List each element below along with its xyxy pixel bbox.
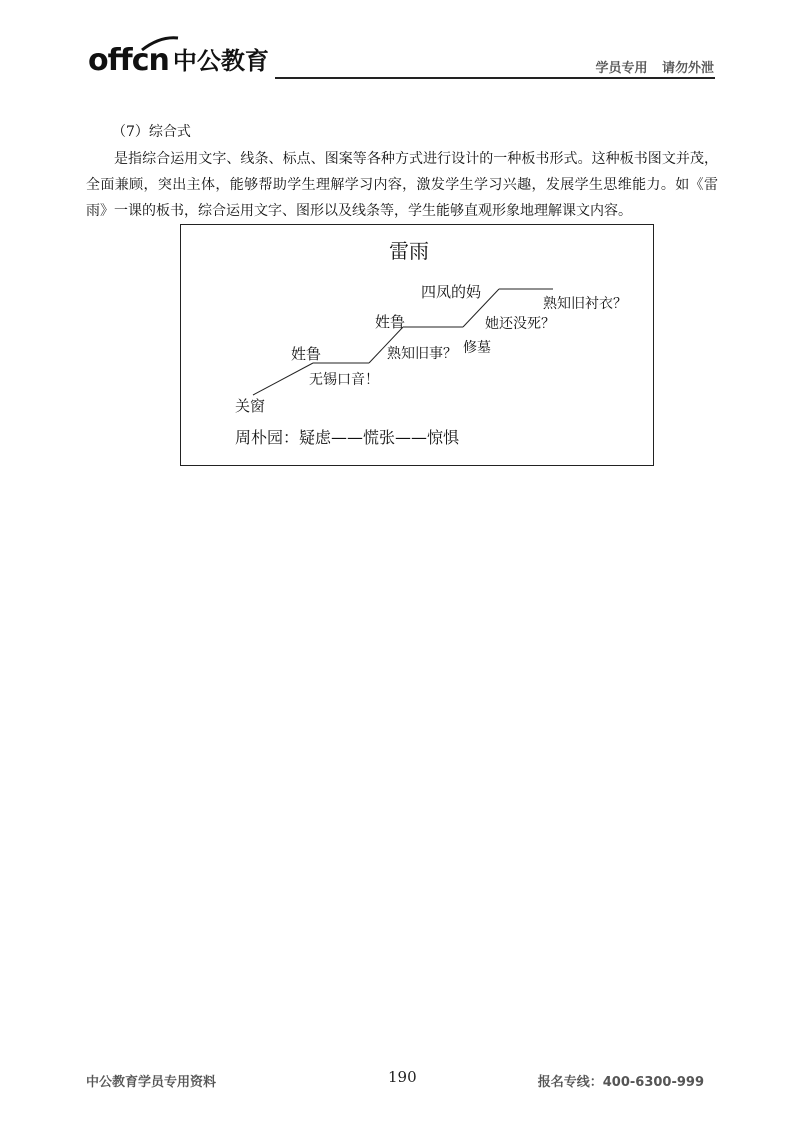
label-xinglu-1: 姓鲁 — [291, 345, 322, 363]
board-summary: 周朴园：疑虑——慌张——惊惧 — [235, 428, 460, 447]
header-tag-students-only: 学员专用 — [595, 61, 648, 76]
header-tags — [585, 57, 714, 76]
label-guanchuang: 关窗 — [235, 397, 266, 415]
page-header — [0, 0, 800, 90]
logo-latin-text: offcn — [88, 43, 169, 78]
body-paragraph: 是指综合运用文字、线条、标点、图案等各种方式进行设计的一种板书形式。这种板书图文并茂，全面兼顾，突出主体，能够帮助学生理解学习内容，激发学生学习兴趣，发展学生思维能力。如《雷雨》一课的板书，综合运用文字、图形以及线条等，学生能够直观形象地理解课文内容。 — [86, 151, 718, 219]
footer-left: 中公教育学员专用资料 — [86, 1075, 217, 1090]
header-tag-no-leak: 请勿外泄 — [661, 61, 714, 76]
label-shuzhi-jiushi: 熟知旧事？ — [387, 346, 457, 362]
stair-line-1 — [253, 363, 313, 395]
label-shuzhi-chenyi: 熟知旧衬衣？ — [543, 296, 627, 312]
page-number: 190 — [388, 1068, 417, 1086]
label-tahuanmeisi: 她还没死？ — [485, 316, 555, 332]
offcn-logo — [88, 38, 269, 78]
label-sifeng-dema: 四凤的妈 — [421, 283, 482, 301]
label-xiumu: 修墓 — [463, 340, 491, 356]
label-xinglu-2: 姓鲁 — [375, 313, 406, 331]
header-rule — [275, 77, 715, 79]
logo-swoosh-icon — [140, 34, 180, 52]
board-title: 雷雨 — [389, 239, 429, 263]
footer-hotline: 报名专线：400-6300-999 — [537, 1075, 704, 1090]
blackboard-diagram — [180, 224, 654, 466]
label-wuxi-accent: 无锡口音！ — [309, 372, 379, 388]
logo-chinese-text: 中公教育 — [172, 47, 269, 75]
section-heading: （7）综合式 — [112, 124, 191, 140]
